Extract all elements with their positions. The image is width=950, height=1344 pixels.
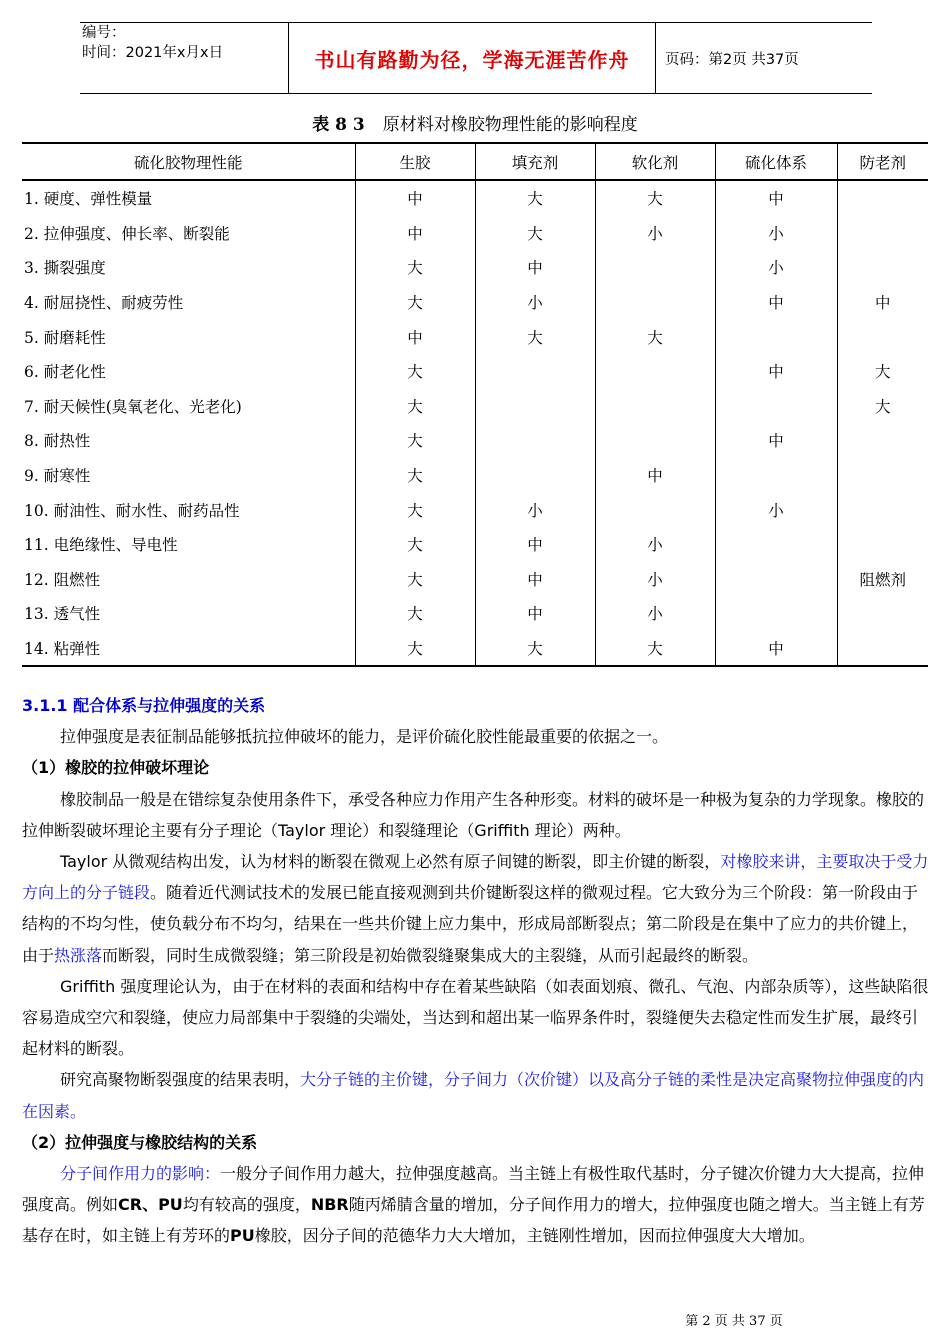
influence-cell <box>595 423 715 458</box>
table-header-cell: 软化剂 <box>595 143 715 180</box>
influence-cell: 大 <box>595 180 715 216</box>
influence-cell: 大 <box>355 596 475 631</box>
table-header-row <box>22 143 928 180</box>
properties-table <box>22 142 928 667</box>
influence-cell <box>595 285 715 320</box>
influence-cell <box>475 423 595 458</box>
influence-cell: 大 <box>475 319 595 354</box>
subheading-2: （2）拉伸强度与橡胶结构的关系 <box>22 1132 258 1152</box>
property-name-cell: 12. 阻燃性 <box>24 570 101 589</box>
page-header <box>80 22 872 94</box>
p5-abbr-cr-pu: CR、PU <box>118 1195 183 1215</box>
property-name-cell: 10. 耐油性、耐水性、耐药品性 <box>24 501 240 520</box>
number-label: 编号： <box>82 25 126 41</box>
influence-cell <box>837 216 928 251</box>
article-body <box>22 690 930 1252</box>
p5-highlight: 分子间作用力的影响： <box>60 1164 221 1184</box>
influence-cell: 大 <box>595 319 715 354</box>
influence-cell: 大 <box>355 250 475 285</box>
influence-cell <box>837 250 928 285</box>
page-footer: 第 2 页 共 37 页 <box>685 1314 783 1329</box>
influence-cell: 小 <box>595 527 715 562</box>
influence-cell: 大 <box>355 423 475 458</box>
table-header-cell: 硫化胶物理性能 <box>22 143 355 180</box>
header-page-label: 页码：第2页 共37页 <box>665 51 799 68</box>
table-header-cell: 硫化体系 <box>715 143 837 180</box>
influence-cell: 小 <box>475 492 595 527</box>
property-name-cell: 5. 耐磨耗性 <box>24 328 106 347</box>
influence-cell: 大 <box>837 354 928 389</box>
time-label: 时间：2021年x月x日 <box>82 45 224 61</box>
influence-cell: 大 <box>475 631 595 667</box>
table-row <box>22 458 928 493</box>
influence-cell: 中 <box>475 250 595 285</box>
influence-cell: 小 <box>475 285 595 320</box>
header-motto: 书山有路勤为径，学海无涯苦作舟 <box>288 23 656 93</box>
influence-cell <box>837 596 928 631</box>
table-header-cell: 填充剂 <box>475 143 595 180</box>
influence-cell: 小 <box>715 250 837 285</box>
table-row <box>22 492 928 527</box>
table-row <box>22 216 928 251</box>
property-name-cell: 4. 耐屈挠性、耐疲劳性 <box>24 294 184 313</box>
table-caption <box>0 110 950 135</box>
p2-part-e: 而断裂，同时生成微裂缝；第三阶段是初始微裂缝聚集成大的主裂缝，从而引起最终的断裂。 <box>102 945 759 965</box>
influence-cell: 小 <box>595 216 715 251</box>
p2-part-c: 。随着近代测试技术的发展已能直接观测到共价键断裂这样的微观过程。它大致分为三个阶段：第一阶段由于结构的不均匀性，使负载分布不均匀，结果在一些共价键上应力集中，形成局部断裂点；第二阶段是在集中了应力的共价键上，由于 <box>22 883 919 965</box>
influence-cell <box>837 319 928 354</box>
property-name-cell: 9. 耐寒性 <box>24 467 91 486</box>
influence-cell <box>475 458 595 493</box>
influence-cell: 大 <box>355 389 475 424</box>
table-caption-text: 原材料对橡胶物理性能的影响程度 <box>382 115 638 135</box>
table-row <box>22 631 928 667</box>
influence-cell: 中 <box>355 216 475 251</box>
paragraph-3: Griffith 强度理论认为，由于在材料的表面和结构中存在着某些缺陷（如表面划痕、微孔、气泡、内部杂质等），这些缺陷很容易造成空穴和裂缝，使应力局部集中于裂缝的尖端处，当达到和超出某一临界条件时，裂缝便失去稳定性而发生扩展，最终引起材料的断裂。 <box>22 976 929 1059</box>
property-name-cell: 1. 硬度、弹性模量 <box>24 190 153 209</box>
influence-cell <box>837 527 928 562</box>
influence-cell: 中 <box>715 631 837 667</box>
table-row <box>22 250 928 285</box>
influence-cell <box>475 354 595 389</box>
influence-cell <box>715 562 837 597</box>
table-row <box>22 527 928 562</box>
table-row <box>22 389 928 424</box>
influence-cell: 中 <box>475 596 595 631</box>
influence-cell: 大 <box>355 631 475 667</box>
influence-cell: 阻燃剂 <box>837 562 928 597</box>
influence-cell <box>837 631 928 667</box>
paragraph-5 <box>22 1158 930 1252</box>
influence-cell <box>715 527 837 562</box>
table-header-cell: 防老剂 <box>837 143 928 180</box>
table-row <box>22 562 928 597</box>
p5-part-h: 橡胶，因分子间的范德华力大大增加，主链刚性增加，因而拉伸强度大大增加。 <box>254 1226 815 1246</box>
influence-cell: 小 <box>595 562 715 597</box>
paragraph-2 <box>22 846 930 971</box>
p5-part-f: 随丙烯腈含量的增加，分子间作用力的增大，拉伸强度也随之增大。当主链上有芳基存在时，如主链上有芳环的 <box>22 1195 925 1246</box>
influence-cell: 中 <box>837 285 928 320</box>
table-row <box>22 180 928 216</box>
influence-cell <box>715 389 837 424</box>
influence-cell <box>595 250 715 285</box>
table-row <box>22 319 928 354</box>
paragraph-intro: 拉伸强度是表征制品能够抵抗拉伸破坏的能力，是评价硫化胶性能最重要的依据之一。 <box>60 727 669 747</box>
influence-cell <box>837 492 928 527</box>
influence-cell <box>715 319 837 354</box>
influence-cell <box>595 492 715 527</box>
influence-cell: 大 <box>355 527 475 562</box>
influence-cell: 中 <box>475 562 595 597</box>
influence-cell: 大 <box>355 458 475 493</box>
p5-part-d: 均有较高的强度， <box>182 1195 311 1215</box>
p5-part-b: 一般分子间作用力越大，拉伸强度越高。当主链上有极性取代基时，分子键次价键力大大提高，拉伸强度高。例如 <box>22 1164 925 1215</box>
table-row <box>22 354 928 389</box>
influence-cell: 中 <box>715 180 837 216</box>
p4-part-a: 研究高聚物断裂强度的结果表明， <box>60 1070 301 1090</box>
influence-cell <box>475 389 595 424</box>
p4-highlight: 大分子链的主价键，分子间力（次价键）以及高分子链的柔性是决定高聚物拉伸强度的内在因素。 <box>22 1070 925 1121</box>
influence-cell: 小 <box>715 492 837 527</box>
influence-cell <box>837 458 928 493</box>
property-name-cell: 8. 耐热性 <box>24 432 91 451</box>
subheading-1: （1）橡胶的拉伸破坏理论 <box>22 758 210 778</box>
influence-cell: 小 <box>595 596 715 631</box>
influence-cell: 大 <box>355 492 475 527</box>
influence-cell: 大 <box>475 216 595 251</box>
p2-highlight-1: 对橡胶来讲，主要取决于受力方向上的分子链段 <box>22 852 929 903</box>
influence-cell: 小 <box>715 216 837 251</box>
property-name-cell: 13. 透气性 <box>24 605 101 624</box>
table-row <box>22 285 928 320</box>
influence-cell: 中 <box>715 423 837 458</box>
table-caption-number: 表 8 3 <box>312 115 365 135</box>
paragraph-1: 橡胶制品一般是在错综复杂使用条件下，承受各种应力作用产生各种形变。材料的破坏是一种极为复杂的力学现象。橡胶的拉伸断裂破坏理论主要有分子理论（Taylor 理论）和裂缝理论（Griffith 理论）两种。 <box>22 789 925 840</box>
influence-cell <box>595 354 715 389</box>
influence-cell: 大 <box>355 562 475 597</box>
paragraph-4 <box>22 1064 930 1126</box>
influence-cell <box>715 458 837 493</box>
header-info <box>80 23 288 93</box>
influence-cell <box>595 389 715 424</box>
property-name-cell: 7. 耐天候性(臭氧老化、光老化) <box>24 397 242 416</box>
table-row <box>22 596 928 631</box>
influence-cell: 中 <box>715 285 837 320</box>
table-header-cell: 生胶 <box>355 143 475 180</box>
property-name-cell: 6. 耐老化性 <box>24 363 106 382</box>
property-name-cell: 2. 拉伸强度、伸长率、断裂能 <box>24 224 230 243</box>
section-title: 3.1.1 配合体系与拉伸强度的关系 <box>22 696 266 715</box>
influence-cell <box>837 180 928 216</box>
influence-cell <box>715 596 837 631</box>
influence-cell: 中 <box>355 180 475 216</box>
p2-part-a: Taylor 从微观结构出发，认为材料的断裂在微观上必然有原子间键的断裂，即主价键的断裂， <box>60 852 721 872</box>
p2-highlight-2: 热涨落 <box>54 945 103 965</box>
table-row <box>22 423 928 458</box>
influence-cell: 中 <box>715 354 837 389</box>
table-body <box>22 180 928 666</box>
influence-cell: 大 <box>475 180 595 216</box>
p5-abbr-pu: PU <box>230 1226 255 1246</box>
p5-abbr-nbr: NBR <box>310 1195 349 1215</box>
influence-cell <box>837 423 928 458</box>
influence-cell: 大 <box>595 631 715 667</box>
influence-cell: 中 <box>355 319 475 354</box>
property-name-cell: 11. 电绝缘性、导电性 <box>24 536 178 555</box>
influence-cell: 大 <box>355 285 475 320</box>
influence-cell: 中 <box>475 527 595 562</box>
property-name-cell: 3. 撕裂强度 <box>24 259 106 278</box>
influence-cell: 中 <box>595 458 715 493</box>
influence-cell: 大 <box>837 389 928 424</box>
influence-cell: 大 <box>355 354 475 389</box>
property-name-cell: 14. 粘弹性 <box>22 631 355 667</box>
